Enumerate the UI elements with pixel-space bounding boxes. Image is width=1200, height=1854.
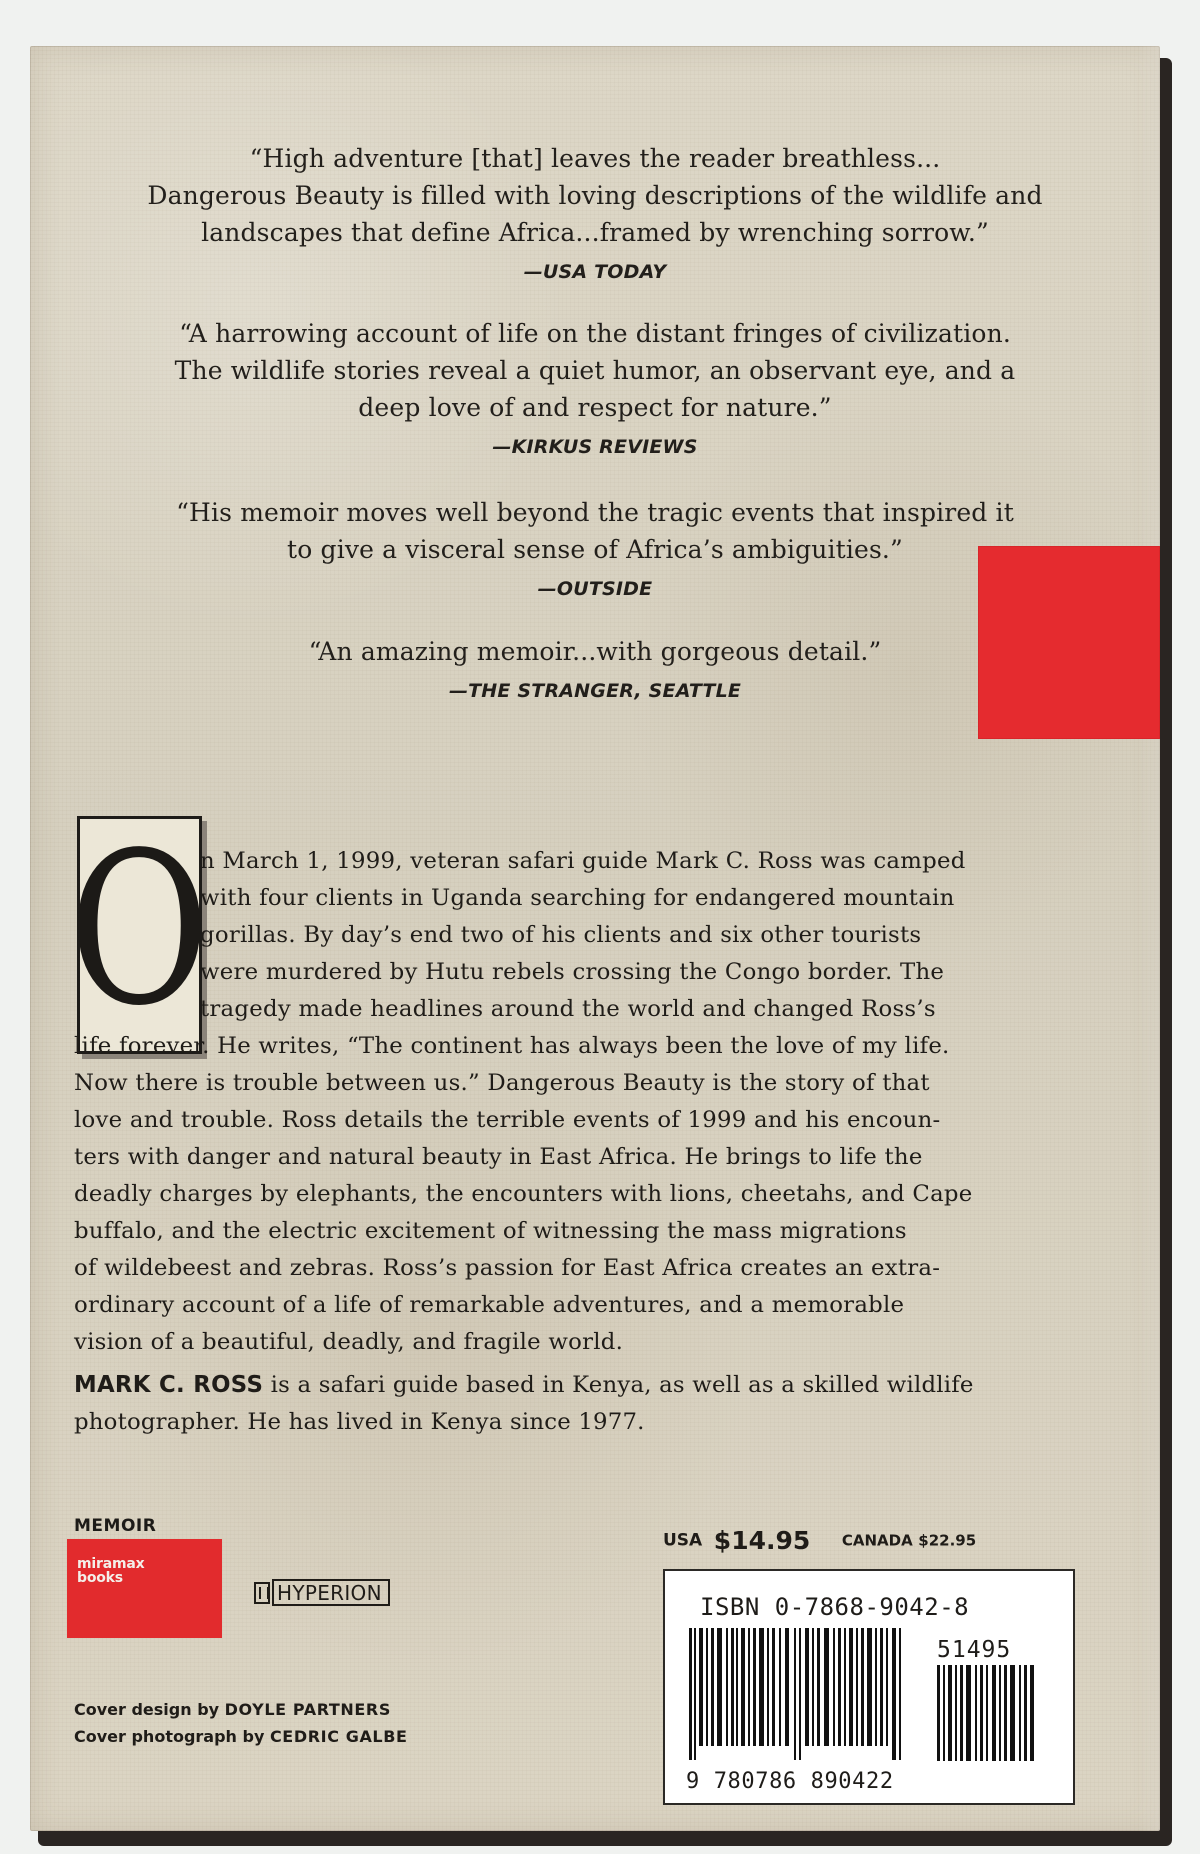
barcode-bar (824, 1628, 829, 1746)
barcode-bar (799, 1628, 801, 1760)
hyperion-icon (254, 1582, 270, 1604)
quote-line: “A harrowing account of life on the distant fringes of civilization. (179, 319, 1011, 348)
description-line-text: gorillas. By day’s end two of his clients and six other tourists (200, 922, 922, 948)
description-line (74, 954, 1120, 991)
barcode-icon (687, 1628, 917, 1768)
barcode-bar (772, 1628, 775, 1746)
price-barcode-bar (992, 1665, 996, 1761)
description-line: life forever. He writes, “The continent has always been the love of my life. (74, 1033, 950, 1059)
quote-source: —OUTSIDE (537, 578, 653, 600)
price-barcode-bar (1019, 1665, 1021, 1761)
description-line-text: n March 1, 1999, veteran safari guide Mark C. Ross was camped (200, 848, 966, 874)
barcode-bar (717, 1628, 722, 1746)
quote-line (30, 177, 1160, 214)
barcode-bar (849, 1628, 853, 1746)
usa-price-value: $14.95 (713, 1526, 811, 1555)
credit-name: CEDRIC GALBE (269, 1727, 408, 1746)
barcode-bar (817, 1628, 820, 1746)
description-line-text: were murdered by Hutu rebels crossing the Congo border. The (200, 959, 945, 985)
quote-text (30, 315, 1160, 426)
description-line (74, 880, 1120, 917)
barcode-bar (748, 1628, 750, 1746)
barcode-bar (861, 1628, 864, 1746)
usa-price-label: USA (663, 1530, 703, 1551)
author-bio-line: photographer. He has lived in Kenya since 1977. (74, 1409, 645, 1435)
description-line (74, 991, 1120, 1028)
hyperion-logo (254, 1579, 390, 1606)
description-line-text: with four clients in Uganda searching for endangered mountain (200, 885, 955, 911)
dropcap-letter: O (68, 807, 211, 1052)
price-barcode-bar (955, 1665, 957, 1761)
category-label: MEMOIR (74, 1516, 157, 1536)
price-barcode-icon (935, 1665, 1039, 1761)
author-name: MARK C. ROSS (74, 1372, 264, 1398)
barcode-bar (867, 1628, 872, 1746)
quote-line: “His memoir moves well beyond the tragic events that inspired it (176, 498, 1014, 527)
cover-credits (74, 1696, 408, 1750)
barcode-bar (785, 1628, 789, 1746)
quote-line: to give a visceral sense of Africa’s ambiguities.” (287, 535, 903, 564)
barcode-bar (711, 1628, 714, 1746)
barcode-bar (779, 1628, 781, 1746)
barcode-bar (886, 1628, 888, 1746)
barcode-bar (759, 1628, 764, 1746)
price-code: 51495 (937, 1637, 1012, 1663)
description-line (74, 917, 1120, 954)
miramax-logo-text: miramax books (77, 1556, 145, 1586)
description-copy (74, 843, 1120, 1361)
price-barcode-bar (948, 1665, 952, 1761)
price-barcode-bar (1010, 1665, 1015, 1761)
red-accent-tab (978, 546, 1160, 739)
canada-price-label: CANADA (841, 1531, 913, 1550)
price-barcode-bar (986, 1665, 988, 1761)
barcode-bar (741, 1628, 745, 1746)
quote-kirkus-reviews (30, 315, 1160, 458)
description-line: vision of a beautiful, deadly, and fragile world. (74, 1329, 624, 1355)
price-barcode-bar (966, 1665, 971, 1761)
quote-source: —KIRKUS REVIEWS (492, 436, 698, 458)
price-barcode-bar (1030, 1665, 1034, 1761)
isbn-text: ISBN 0-7868-9042-8 (700, 1593, 970, 1621)
author-bio-text: is a safari guide based in Kenya, as well as a skilled wildlife (263, 1372, 974, 1398)
barcode-bar (880, 1628, 883, 1746)
hyperion-logo-text: HYPERION (272, 1579, 390, 1606)
barcode-panel (663, 1569, 1075, 1805)
price-barcode-bar (980, 1665, 983, 1761)
description-line: ordinary account of a life of remarkable adventures, and a memorable (74, 1292, 905, 1318)
barcode-bar (706, 1628, 708, 1746)
price-barcode-bar (943, 1665, 945, 1761)
barcode-bar (892, 1628, 896, 1760)
quote-line: landscapes that define Africa...framed by wrenching sorrow.” (201, 218, 989, 247)
barcode-bar (805, 1628, 809, 1746)
price-barcode-bar (999, 1665, 1001, 1761)
credit-line (74, 1723, 408, 1750)
barcode-bar (726, 1628, 728, 1746)
price-line (663, 1526, 976, 1555)
quote-line: “High adventure [that] leaves the reader breathless... (249, 144, 941, 173)
credit-label: Cover photograph by (74, 1727, 270, 1746)
barcode-bar (794, 1628, 796, 1760)
barcode-bar (833, 1628, 835, 1746)
barcode-bar (699, 1628, 703, 1746)
barcode-bar (875, 1628, 877, 1746)
quote-line: deep love of and respect for nature.” (358, 393, 832, 422)
quote-usa-today (30, 140, 1160, 283)
barcode-bar (856, 1628, 858, 1746)
credit-label: Cover design by (74, 1700, 225, 1719)
description-line-text: tragedy made headlines around the world and changed Ross’s (200, 996, 936, 1022)
barcode-bar (767, 1628, 769, 1746)
barcode-bar (694, 1628, 696, 1760)
quote-line: “An amazing memoir...with gorgeous detail.” (308, 637, 882, 666)
price-barcode-bar (960, 1665, 963, 1761)
quote-source: —USA TODAY (523, 261, 667, 283)
cover-edge-highlight (1138, 46, 1160, 1831)
barcode-number: 9 780786 890422 (686, 1769, 894, 1794)
price-barcode-bar (1004, 1665, 1007, 1761)
barcode-bar (689, 1628, 692, 1760)
description-line: ters with danger and natural beauty in East Africa. He brings to life the (74, 1144, 923, 1170)
quote-line: Dangerous Beauty is filled with loving descriptions of the wildlife and (147, 181, 1043, 210)
price-barcode-bar (975, 1665, 977, 1761)
author-bio-line (74, 1367, 1119, 1404)
canada-price-value: $22.95 (918, 1531, 977, 1550)
description-line: buffalo, and the electric excitement of witnessing the mass migrations (74, 1218, 907, 1244)
barcode-bar (731, 1628, 734, 1746)
miramax-logo (67, 1539, 222, 1638)
barcode-bar (812, 1628, 814, 1746)
author-bio (74, 1367, 1119, 1441)
quote-source: —THE STRANGER, SEATTLE (448, 680, 742, 702)
price-barcode-bar (1024, 1665, 1027, 1761)
barcode-bar (838, 1628, 841, 1746)
description-line: Now there is trouble between us.” Dangerous Beauty is the story of that (74, 1070, 930, 1096)
description-line (74, 843, 1120, 880)
book-back-cover (30, 46, 1160, 1831)
quote-text (30, 140, 1160, 251)
price-barcode-bar (937, 1665, 940, 1761)
credit-name: DOYLE PARTNERS (224, 1700, 391, 1719)
quote-line: The wildlife stories reveal a quiet humor, an observant eye, and a (174, 356, 1016, 385)
description-line: of wildebeest and zebras. Ross’s passion for East Africa creates an extra- (74, 1255, 941, 1281)
description-line: deadly charges by elephants, the encounters with lions, cheetahs, and Cape (74, 1181, 973, 1207)
barcode-bar (899, 1628, 901, 1760)
barcode-bar (844, 1628, 846, 1746)
description-line: love and trouble. Ross details the terrible events of 1999 and his encoun- (74, 1107, 941, 1133)
barcode-bar (736, 1628, 738, 1746)
credit-line (74, 1696, 408, 1723)
barcode-bar (753, 1628, 756, 1746)
